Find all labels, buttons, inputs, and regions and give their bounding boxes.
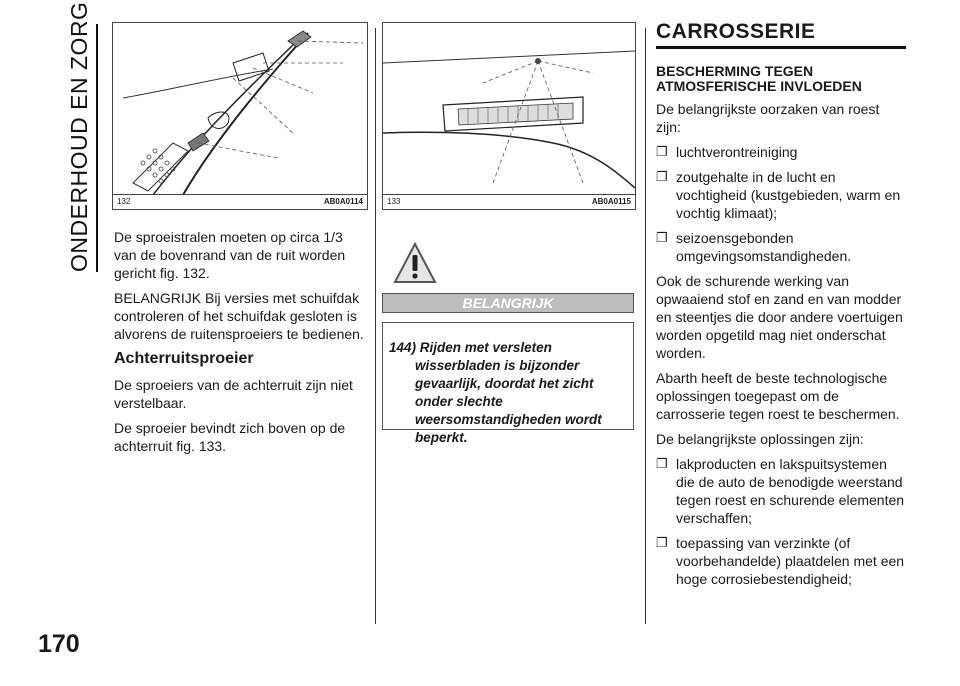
figure-caption [383,194,635,209]
column-divider-2 [645,28,646,624]
list-item: ❐ lakproducten en lakspuitsystemen die de auto de benodigde weerstand tegen roest en schurende elementen verschaffen; [656,456,905,526]
wiper-nozzle-illustration [113,23,367,195]
warning-box [382,322,634,445]
paragraph: De sproeiers van de achterruit zijn niet verstelbaar. [114,377,353,411]
checkbox-bullet-icon: ❐ [656,456,668,471]
causes-list [656,143,908,265]
warning-first-line: Rijden met versleten [419,340,552,355]
chapter-title: ONDERHOUD EN ZORG [66,1,92,272]
figure-code: AB0A0115 [591,197,631,206]
checkbox-bullet-icon: ❐ [656,169,668,184]
section-heading: Achterruitsproeier [114,350,254,367]
figure-caption [113,194,367,209]
page-title: CARROSSERIE [656,20,906,49]
list-item: ❐ seizoensgebonden omgevingsomstandigheden. [656,230,852,264]
checkbox-bullet-icon: ❐ [656,144,668,159]
column-3 [656,64,908,595]
chapter-divider [96,24,98,272]
paragraph: De belangrijkste oplossingen zijn: [656,431,864,447]
warning-text: wisserbladen is bijzonder gevaarlijk, doordat het zicht onder slechte weersomstandigheden wordt beperkt. [415,358,602,445]
page-number: 170 [38,630,80,658]
paragraph: De sproeier bevindt zich boven op de achterruit fig. 133. [114,420,346,454]
column-divider-1 [375,28,376,624]
list-item: ❐ zoutgehalte in de lucht en vochtigheid (kustgebieden, warm en vochtig klimaat); [656,169,901,221]
warning-label: BELANGRIJK [382,293,634,313]
solutions-list [656,455,908,588]
figure-code: AB0A0114 [323,197,363,206]
paragraph: Abarth heeft de beste technologische oplossingen toegepast om de carrosserie tegen roest te beschermen. [656,370,900,422]
figure-132 [112,22,368,210]
list-item: ❐ toepassing van verzinkte (of voorbehandelde) plaatdelen met een hoge corrosiebestendigheid; [656,535,905,587]
paragraph: Ook de schurende werking van opwaaiend stof en zand en van modder en steentjes die door andere voertuigen worden opgetild mag niet onderschat worden. [656,273,903,361]
checkbox-bullet-icon: ❐ [656,535,668,550]
figure-133 [382,22,636,210]
paragraph: De sproeistralen moeten op circa 1/3 van de bovenrand van de ruit worden gericht fig. 132. [114,229,346,281]
paragraph: BELANGRIJK Bij versies met schuifdak controleren of het schuifdak gesloten is alvorens de ruitensproeiers te bedienen. [114,290,364,342]
checkbox-bullet-icon: ❐ [656,230,668,245]
figure-number: 133 [387,197,401,206]
section-title: BESCHERMING TEGEN ATMOSFERISCHE INVLOEDEN [656,63,862,94]
warning-number: 144) [389,340,417,355]
figure-number: 132 [117,197,131,206]
list-item: ❐ luchtverontreiniging [656,144,798,160]
paragraph: De belangrijkste oorzaken van roest zijn: [656,101,880,135]
rear-window-washer-illustration [383,23,635,195]
column-1 [114,228,368,462]
warning-triangle-icon [393,242,437,284]
